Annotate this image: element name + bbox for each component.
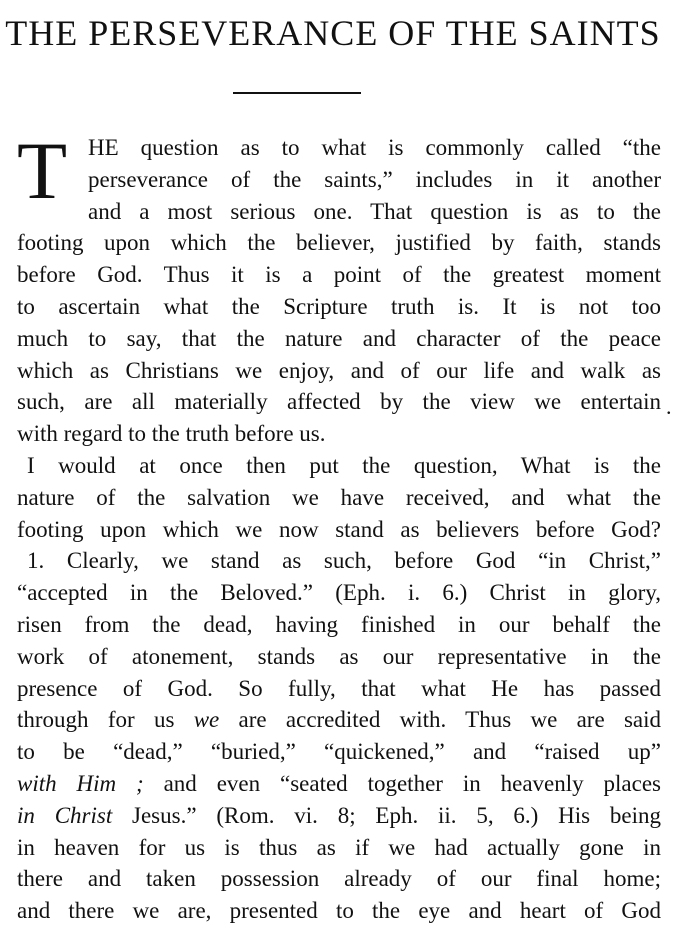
line-22-emphasis: in Christ xyxy=(17,802,113,828)
title-divider xyxy=(233,92,361,94)
text-line-3: and a most serious one. That question is as to the xyxy=(88,198,661,224)
line-21-emphasis: with Him ; xyxy=(17,770,144,796)
text-line-23: in heaven for us is thus as if we had actually gone in xyxy=(17,834,661,860)
line-19-after: are accredited with. Thus we are said xyxy=(219,707,661,733)
line-22-after: Jesus.” (Rom. vi. 8; Eph. ii. 5, 6.) His being xyxy=(112,802,661,828)
line-19-emphasis: we xyxy=(193,707,220,733)
text-line-8: which as Christians we enjoy, and of our life and walk as xyxy=(17,357,661,383)
body-text xyxy=(17,125,661,927)
text-line-1: HE question as to what is commonly called “the xyxy=(88,135,661,160)
opening-paragraph-start xyxy=(17,125,661,227)
text-line-9: such, are all materially affected by the view we entertain xyxy=(17,389,661,415)
text-line-17: work of atonement, stands as our representative in the xyxy=(17,643,661,669)
text-line-2: perseverance of the saints,” includes in it another xyxy=(88,166,661,192)
text-line-18: presence of God. So fully, that what He has passed xyxy=(17,675,661,701)
text-line-19 xyxy=(17,704,661,736)
text-line-7: much to say, that the nature and character of the peace xyxy=(17,325,661,351)
text-line-15: “accepted in the Beloved.” (Eph. i. 6.) Christ in glory, xyxy=(17,580,661,606)
text-line-12: nature of the salvation we have received, and what the xyxy=(17,484,661,510)
text-line-5: before God. Thus it is a point of the greatest moment xyxy=(17,262,661,288)
text-line-24: there and taken possession already of our final home; xyxy=(17,866,661,892)
line-21-after: and even “seated together in heavenly places xyxy=(143,770,661,796)
text-line-4: footing upon which the believer, justified by faith, stands xyxy=(17,230,661,256)
text-line-6: to ascertain what the Scripture truth is. It is not too xyxy=(17,293,661,319)
text-line-25: and there we are, presented to the eye and heart of God xyxy=(17,898,661,924)
text-line-22 xyxy=(17,800,661,832)
text-line-10: with regard to the truth before us. xyxy=(17,421,326,447)
stray-print-mark: . xyxy=(666,394,672,419)
chapter-title: THE PERSEVERANCE OF THE SAINTS xyxy=(5,13,661,53)
text-line-13: footing upon which we now stand as believers before God? xyxy=(17,516,661,542)
text-line-14: 1. Clearly, we stand as such, before God “in Christ,” xyxy=(27,548,661,574)
text-line-16: risen from the dead, having finished in our behalf the xyxy=(17,611,661,637)
text-line-11: I would at once then put the question, What is the xyxy=(27,452,661,478)
line-19-before: through for us xyxy=(17,707,194,733)
text-line-21 xyxy=(17,768,661,800)
drop-cap: T xyxy=(17,125,68,216)
text-line-20: to be “dead,” “buried,” “quickened,” and “raised up” xyxy=(17,739,661,765)
